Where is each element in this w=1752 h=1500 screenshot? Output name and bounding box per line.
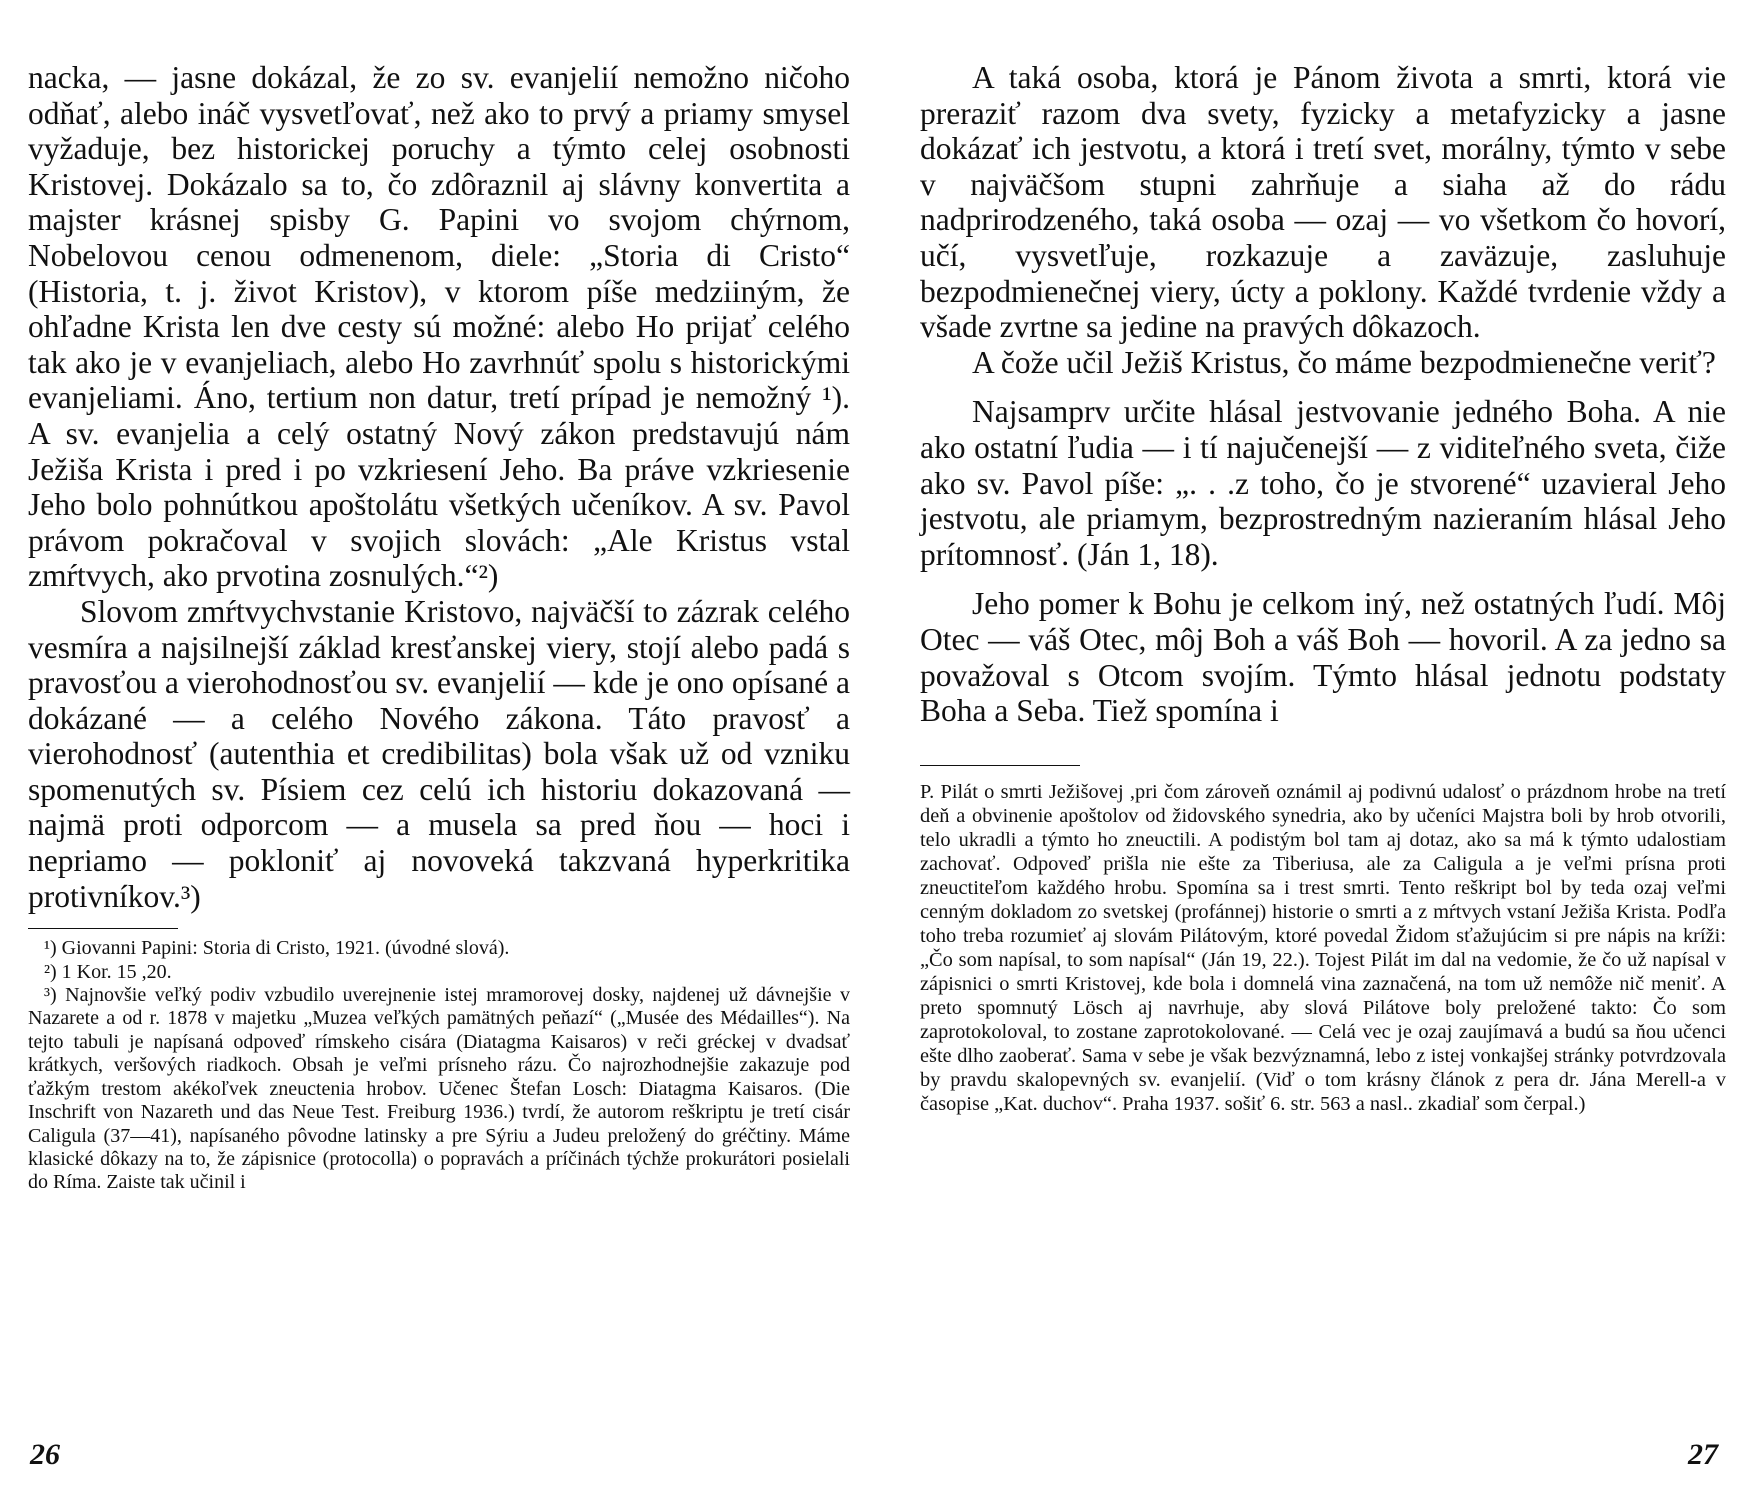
footnote-continued: P. Pilát o smrti Ježišovej ,pri čom zároveň oznámil aj podivnú udalosť o prázdnom hrobe na tretí deň a obvinenie apoštolov od židovského synedria, ako by učeníci Majstra boli by hrob otvorili, telo ukradli a týmto ho zneuctili. A podistým bol tam aj dotaz, ako sa má k týmto udalostiam zachovať. Odpoveď prišla nie ešte za Tiberiusa, ale za Caligula a je veľmi prísna proti zneuctiteľom každého hrobu. Spomína sa i trest smrti. Tento reškript bol by teda ozaj veľmi cenným dokladom zo svetskej (profánnej) historie o smrti a z mŕtvych vstaní Ježiša Krista. Podľa toho treba rozumieť aj slovám Pilátovým, ktoré povedal Židom sťažujúcim si pre nápis na kríži: „Čo som napísal, to som napísal“ (Ján 19, 22.). Tojest Pilát im dal na vedomie, že čo už napísal v zápisnici o smrti Kristovej, kde bola i domnelá vina zaznačená, na tom už nemôže nič meniť. A preto spomnutý Lösch aj navrhuje, aby slová Pilátove boly preložené takto: Čo som zaprotokoloval, to zostane zaprotokolované. — Celá vec je ozaj zaujímavá a budú sa ňou učenci ešte dlho zaoberať. Sama v sebe je však bezvýznamná, lebo z istej vonkajšej stránky potvrdzovala by pravdu skalopevných sv. evanjelií. (Viď o tom krásny článok z pera dr. Jána Merell-a v časopise „Kat. duchov“. Praha 1937. sošiť 6. str. 563 a nasl.. zkadiaľ som čerpal.) bbox=[920, 780, 1726, 1115]
footnote-rule bbox=[28, 928, 178, 929]
right-paragraph-1: A taká osoba, ktorá je Pánom života a smrti, ktorá vie preraziť razom dva svety, fyzicky a metafyzicky a jasne dokázať ich jestvotu, a ktorá i tretí svet, morálny, týmto v sebe v najväčšom stupni zahrňuje a siaha až do rádu nadprirodzeného, taká osoba — ozaj — vo všetkom čo hovorí, učí, vysvetľuje, rozkazuje a zaväzuje, zasluhuje bezpodmienečnej viery, úcty a poklony. Každé tvrdenie vždy a všade zvrtne sa jedine na pravých dôkazoch. bbox=[920, 60, 1726, 345]
right-paragraph-4: Jeho pomer k Bohu je celkom iný, než ostatných ľudí. Môj Otec — váš Otec, môj Boh a váš Boh — hovoril. A za jedno sa považoval s Otcom svojím. Týmto hlásal jednotu podstaty Boha a Seba. Tiež spomína i bbox=[920, 586, 1726, 729]
footnote-rule bbox=[920, 765, 1080, 766]
left-page bbox=[28, 60, 850, 1195]
left-body bbox=[28, 60, 850, 914]
left-paragraph-2: Slovom zmŕtvychvstanie Kristovo, najväčší to zázrak celého vesmíra a najsilnejší základ kresťanskej viery, stojí alebo padá s pravosťou a vierohodnosťou sv. evanjelií — kde je ono opísané a dokázané — a celého Nového zákona. Táto pravosť a vierohodnosť (autenthia et credibilitas) bola však už od vzniku spomenutých sv. Písiem cez celú ich historiu dokazovaná — najmä proti odporcom — a musela sa pred ňou — hoci i nepriamo — pokloniť aj novoveká takzvaná hyperkritika protivníkov.³) bbox=[28, 593, 850, 914]
page-number-right: 27 bbox=[1688, 1438, 1718, 1471]
footnote-2: ²) 1 Kor. 15 ,20. bbox=[44, 960, 172, 983]
right-body bbox=[920, 60, 1726, 729]
left-footnotes bbox=[28, 937, 850, 1194]
right-paragraph-2: A čože učil Ježiš Kristus, čo máme bezpodmienečne veriť? bbox=[972, 344, 1716, 380]
right-page bbox=[920, 60, 1726, 1116]
footnote-1: ¹) Giovanni Papini: Storia di Cristo, 1921. (úvodné slová). bbox=[44, 937, 510, 960]
footnote-3: ³) Najnovšie veľký podiv vzbudilo uverejnenie istej mramorovej dosky, najdenej už dávnejšie v Nazarete a od r. 1878 v majetku „Muzea veľkých pamätných peňazí“ („Musée des Médailles“). Na tejto tabuli je napísaná odpoveď rímskeho cisára (Diatagma Kaisaros) v reči gréckej v dvadsať krátkych, veršových riadkoch. Obsah je veľmi prísneho rázu. Čo najrozhodnejšie zakazuje pod ťažkým trestom akékoľvek zneuctenia hrobov. Učenec Štefan Losch: Diatagma Kaisaros. (Die Inschrift von Nazareth und das Neue Test. Freiburg 1936.) tvrdí, že autorom reškriptu je tretí cisár Caligula (37—41), napísaného pôvodne latinsky a pre Sýriu a Judeu preložený do gréčtiny. Máme klasické dôkazy na to, že zápisnice (protocolla) o popravách a príčinách týchže prokurátori posielali do Ríma. Zaiste tak učinil i bbox=[28, 984, 850, 1194]
page-number-left: 26 bbox=[30, 1438, 60, 1471]
left-paragraph-1: nacka, — jasne dokázal, že zo sv. evanjelií nemožno ničoho odňať, alebo ináč vysvetľovať, než ako to prvý a priamy smysel vyžaduje, bez historickej poruchy a týmto celej osobnosti Kristovej. Dokázalo sa to, čo zdôraznil aj slávny konvertita a majster krásnej spisby G. Papini vo svojom chýrnom, Nobelovou cenou odmenenom, diele: „Storia di Cristo“ (Historia, t. j. život Kristov), v ktorom píše medziiným, že ohľadne Krista len dve cesty sú možné: alebo Ho prijať celého tak ako je v evanjeliach, alebo Ho zavrhnúť spolu s historickými evanjeliami. Áno, tertium non datur, tretí prípad je nemožný ¹). A sv. evanjelia a celý ostatný Nový zákon predstavujú nám Ježiša Krista i pred i po vzkriesení Jeho. Ba práve vzkriesenie Jeho bolo pohnútkou apoštolátu všetkých učeníkov. A sv. Pavol právom pokračoval v svojich slovách: „Ale Kristus vstal zmŕtvych, ako prvotina zosnulých.“²) bbox=[28, 60, 850, 594]
right-footnotes bbox=[920, 780, 1726, 1116]
right-paragraph-3: Najsamprv určite hlásal jestvovanie jedného Boha. A nie ako ostatní ľudia — i tí najučenejší — z viditeľného sveta, čiže ako sv. Pavol píše: „. . .z toho, čo je stvorené“ uzavieral Jeho jestvotu, ale priamym, bezprostredným nazieraním hlásal Jeho prítomnosť. (Ján 1, 18). bbox=[920, 394, 1726, 572]
